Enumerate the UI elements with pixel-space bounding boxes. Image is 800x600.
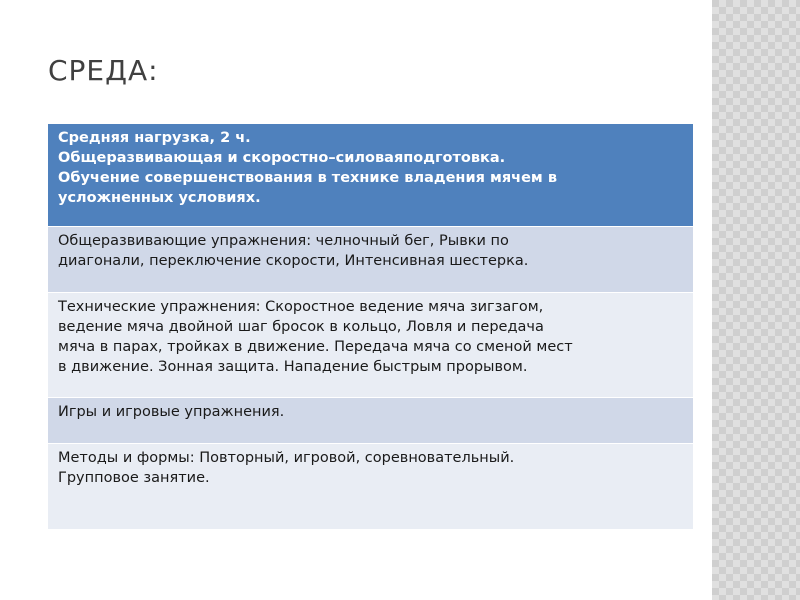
header-line: Обучение совершенствования в технике владения мячем в	[58, 170, 557, 186]
row-text-line: Методы и формы: Повторный, игровой, соревновательный.	[58, 450, 515, 466]
table-row	[48, 227, 693, 293]
slide-title: СРЕДА:	[48, 54, 159, 87]
header-line: усложненных условиях.	[58, 190, 261, 206]
row-text-line: в движение. Зонная защита. Нападение быстрым прорывом.	[58, 359, 528, 375]
header-line: Средняя нагрузка, 2 ч.	[58, 130, 251, 146]
row-text-line: Технические упражнения: Скоростное ведение мяча зигзагом,	[58, 299, 544, 315]
row-text-line: Игры и игровые упражнения.	[58, 404, 285, 420]
row-text-line: ведение мяча двойной шаг бросок в кольцо, Ловля и передача	[58, 319, 544, 335]
content-table	[48, 124, 693, 530]
row-text-line: мяча в парах, тройках в движение. Передача мяча со сменой мест	[58, 339, 573, 355]
row-text-line: диагонали, переключение скорости, Интенсивная шестерка.	[58, 253, 529, 269]
table-row	[48, 444, 693, 530]
row-text-line: Общеразвивающие упражнения: челночный бег, Рывки по	[58, 233, 509, 249]
table-header-row	[48, 124, 693, 227]
table-row	[48, 398, 693, 444]
header-line: Общеразвивающая и скоростно–силоваяподготовка.	[58, 150, 506, 166]
table-row	[48, 293, 693, 398]
row-text-line: Групповое занятие.	[58, 470, 210, 486]
decorative-side-band	[712, 0, 800, 600]
